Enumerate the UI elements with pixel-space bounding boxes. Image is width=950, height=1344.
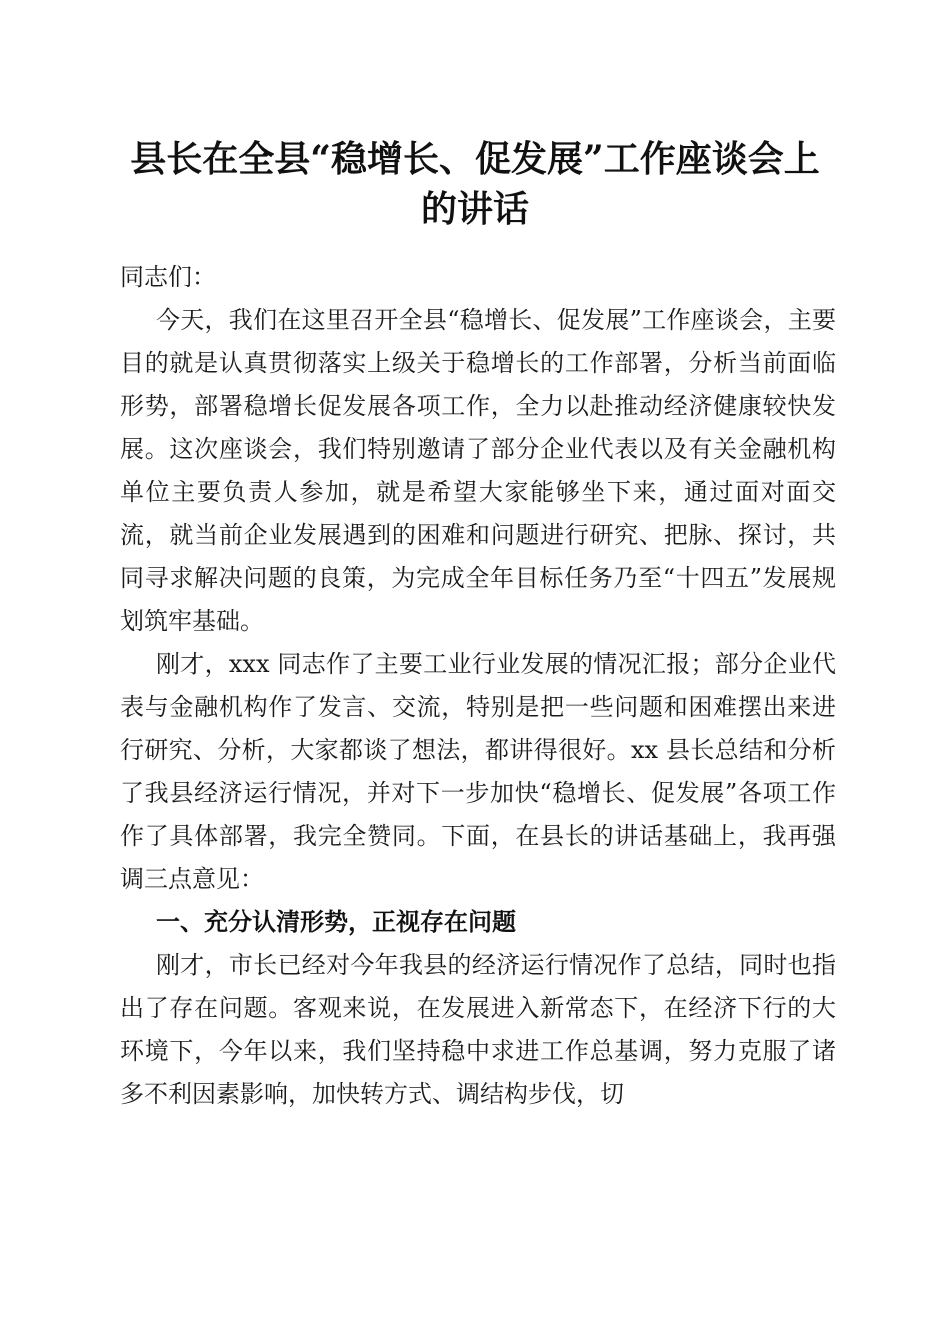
title-line-2: 的讲话 [420,188,529,230]
paragraph-1: 今天，我们在这里召开全县“稳增长、促发展”工作座谈会，主要目的就是认真贯彻落实上级关于稳增长的工作部署，分析当前面临形势，部署稳增长促发展各项工作，全力以赴推动经济健康较快发展。这次座谈会，我们特别邀请了部分企业代表以及有关金融机构单位主要负责人参加，就是希望大家能够坐下来，通过面对面交流，就当前企业发展遇到的困难和问题进行研究、把脉、探讨，共同寻求解决问题的良策，为完成全年目标任务乃至“十四五”发展规划筑牢基础。 [120,306,836,635]
section-heading-1: 一、充分认清形势，正视存在问题 [156,908,516,936]
paragraph-3: 刚才，市长已经对今年我县的经济运行情况作了总结，同时也指出了存在问题。客观来说，在发展进入新常态下，在经济下行的大环境下，今年以来，我们坚持稳中求进工作总基调，努力克服了诸多不利因素影响，加快转方式、调结构步伐，切 [120,951,836,1108]
title-line-1: 县长在全县“稳增长、促发展”工作座谈会上 [130,138,820,180]
paragraph-2: 刚才，xxx 同志作了主要工业行业发展的情况汇报；部分企业代表与金融机构作了发言、交流，特别是把一些问题和困难摆出来进行研究、分析，大家都谈了想法，都讲得很好。xx 县长总结和分析了我县经济运行情况，并对下一步加快“稳增长、促发展”各项工作作了具体部署，我完全赞同。下面，在县长的讲话基础上，我再强调三点意见： [120,650,836,893]
salutation: 同志们： [120,263,216,291]
document-body [120,256,836,1116]
document-title [110,134,840,234]
